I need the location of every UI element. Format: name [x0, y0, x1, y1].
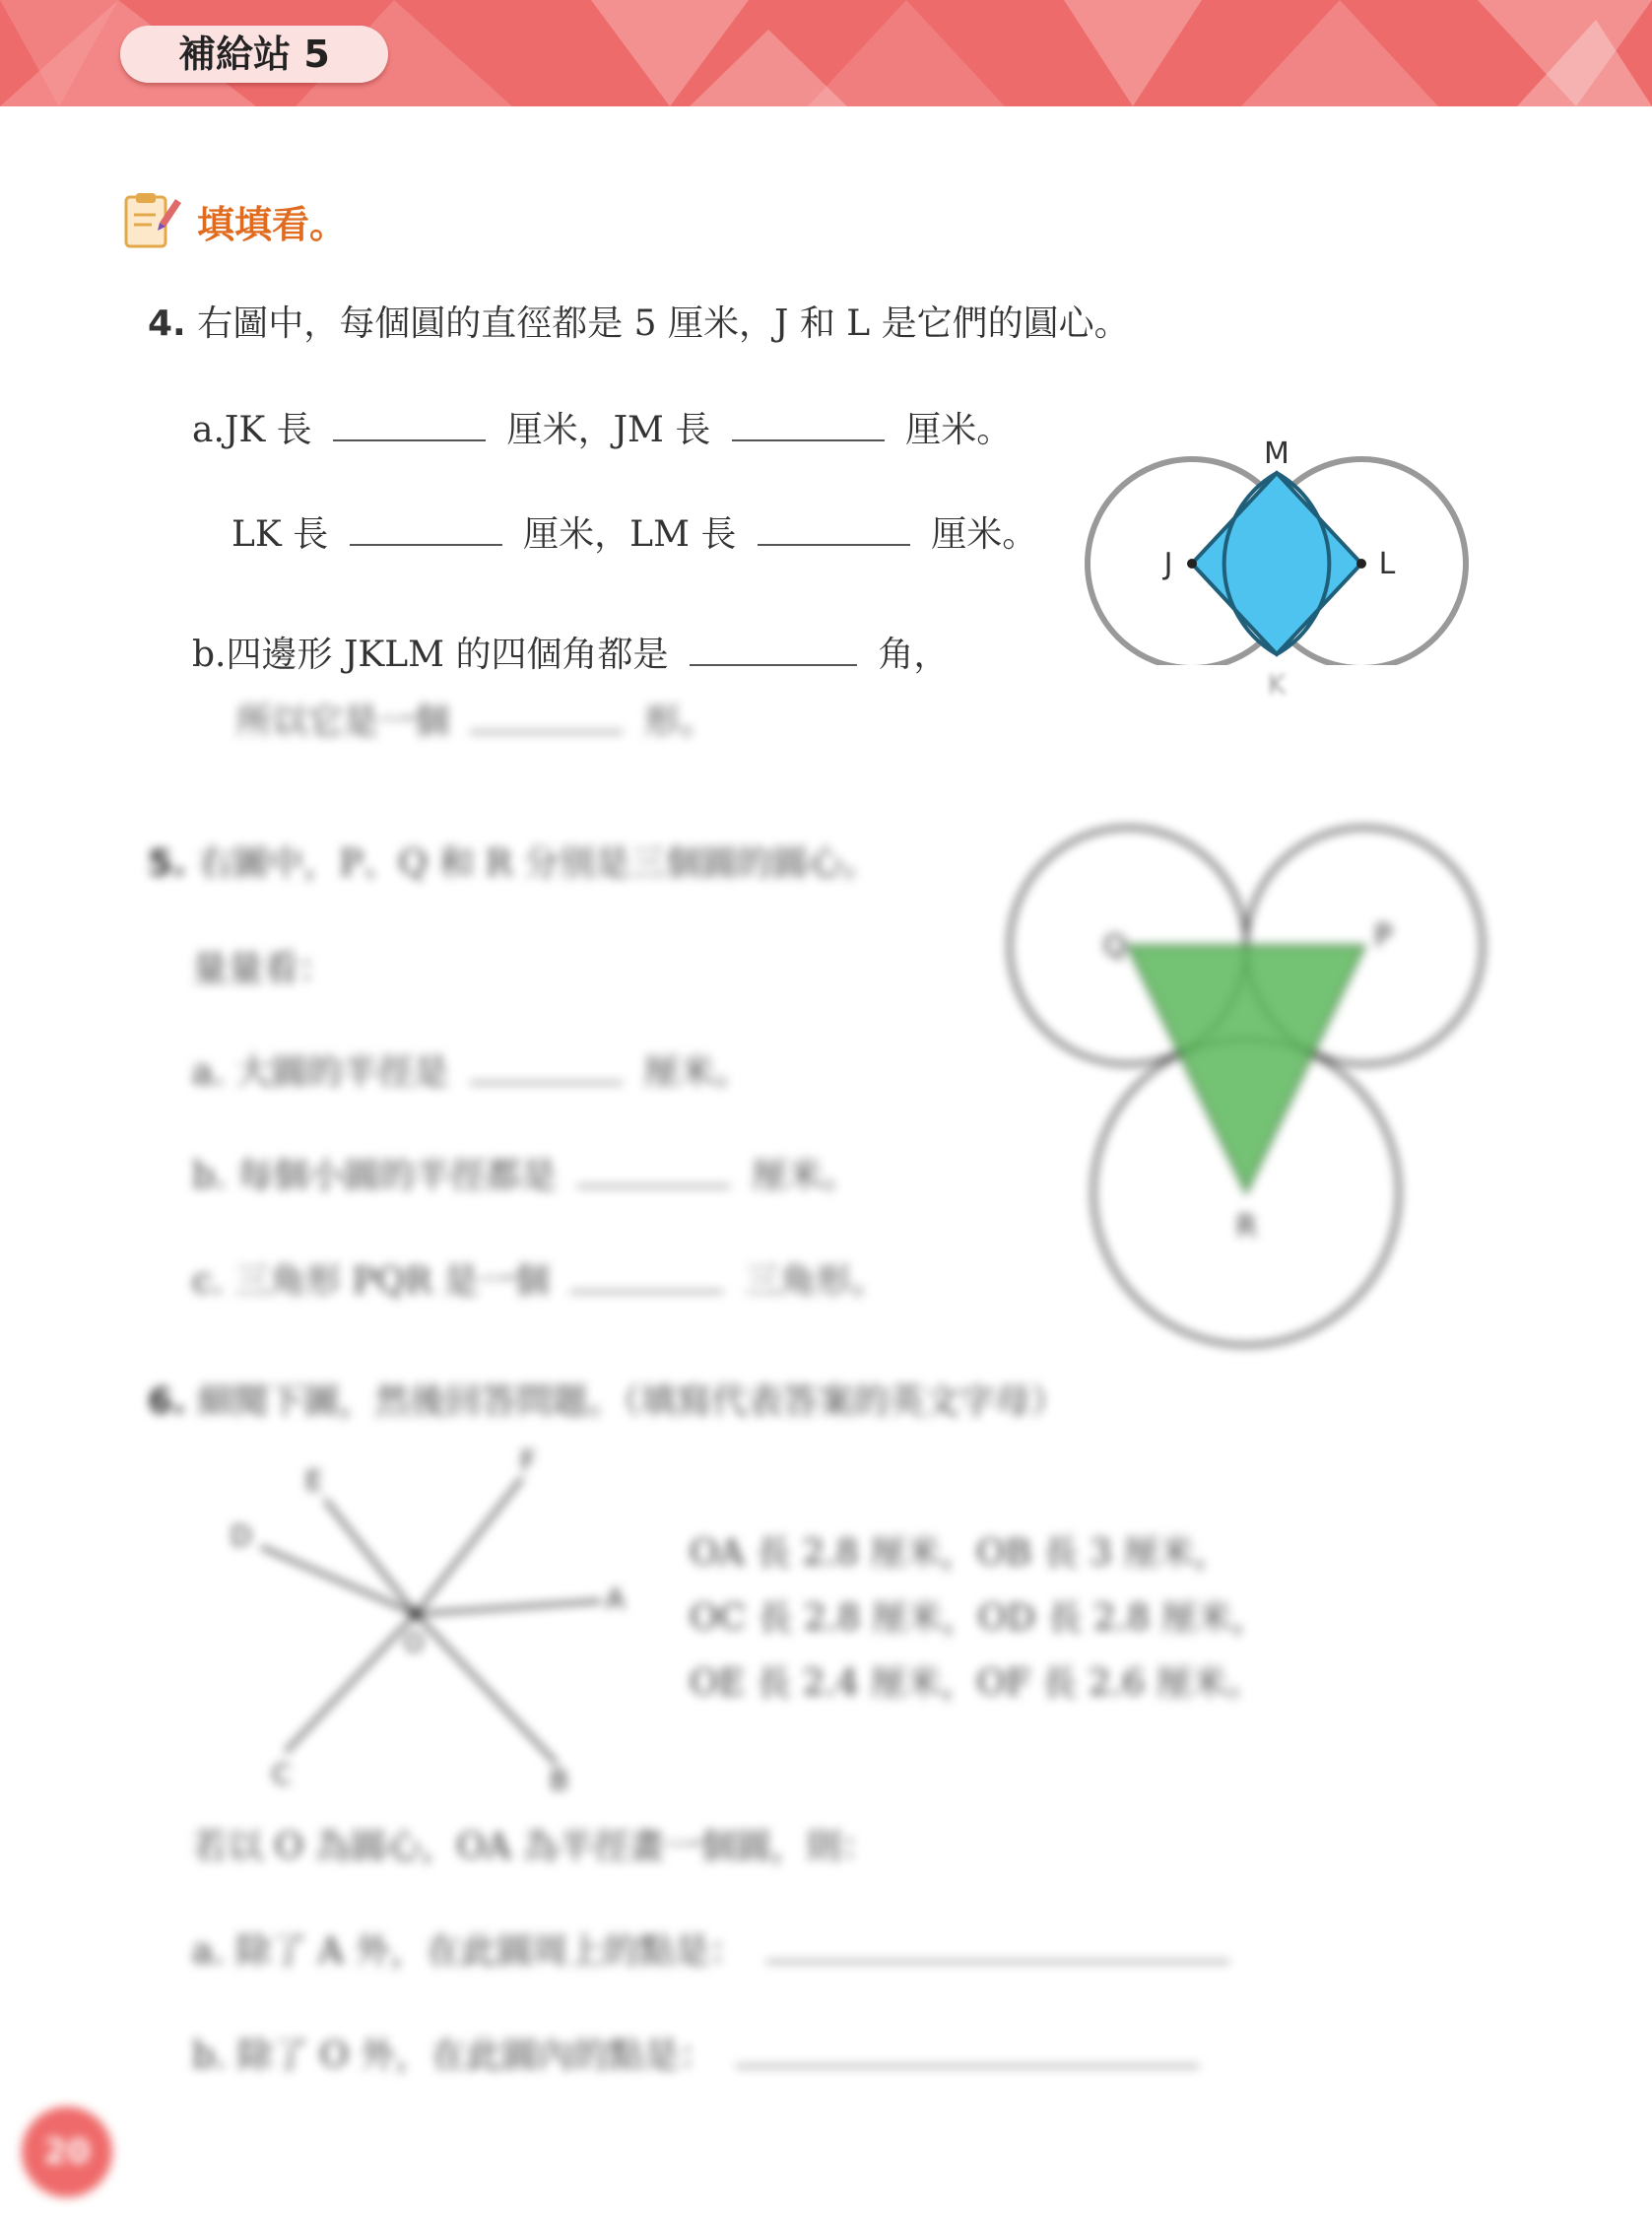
point-j: [1187, 559, 1197, 569]
q6-figure: [207, 1439, 650, 1803]
label-b: B: [550, 1764, 569, 1796]
answer-blank-inside-circle[interactable]: [736, 2036, 1199, 2067]
q5-sub: 量量看：: [192, 949, 335, 989]
label-r: R: [1236, 1210, 1257, 1244]
triangle-pqr: [1128, 946, 1364, 1192]
point-o: [410, 1608, 422, 1620]
label-c: C: [272, 1758, 292, 1790]
three-circles-triangle-diagram: [995, 818, 1507, 1370]
ray-ob: [416, 1614, 557, 1764]
label-p: P: [1374, 919, 1393, 954]
q5-c: c. 三角形 PQR 是一個 三角形。: [192, 1261, 887, 1302]
answer-blank-on-circle[interactable]: [766, 1931, 1229, 1963]
q5-b: b. 每個小圓的半徑都是 厘米。: [192, 1156, 858, 1196]
point-l: [1356, 559, 1366, 569]
two-circles-rhombus-diagram: [1054, 414, 1497, 700]
label-d: D: [231, 1519, 252, 1552]
q4-b-line2: 所以它是一個 形。: [236, 702, 715, 742]
label-q: Q: [1103, 929, 1127, 964]
label-e: E: [305, 1464, 323, 1497]
section-title: 填填看。: [197, 202, 348, 246]
page-number: 20: [22, 2107, 112, 2197]
section-heading: [120, 185, 347, 256]
answer-blank-jk[interactable]: [333, 410, 486, 441]
q4-figure: [1054, 414, 1497, 700]
answer-blank-shape[interactable]: [470, 702, 623, 733]
q4-a-line2: LK 長 厘米，LM 長 厘米。: [231, 514, 1038, 555]
clipboard-pencil-icon: [120, 189, 183, 252]
rhombus-jklm: [1192, 473, 1361, 654]
answer-blank-angle[interactable]: [690, 635, 857, 666]
answer-blank-small-radius[interactable]: [577, 1156, 730, 1187]
answer-blank-big-radius[interactable]: [470, 1052, 623, 1084]
q6-b: b. 除了 O 外，在此圓內的點是：: [192, 2028, 1209, 2078]
q6-info-1: OA 長 2.8 厘米，OB 長 3 厘米，: [690, 1533, 1230, 1574]
ray-od: [261, 1547, 416, 1614]
rays-from-o-diagram: [207, 1439, 650, 1803]
q5-figure: [995, 818, 1507, 1370]
q5-prompt: 5. 右圖中，P、Q 和 R 分別是三個圓的圓心。: [148, 843, 879, 884]
answer-blank-lm[interactable]: [758, 514, 910, 546]
q6-a: a. 除了 A 外，在此圓周上的點是：: [192, 1923, 1239, 1974]
label-k: K: [1267, 668, 1287, 700]
label-a: A: [606, 1582, 626, 1615]
ray-oa: [416, 1601, 601, 1614]
ray-oe: [325, 1500, 416, 1614]
label-f: F: [520, 1445, 537, 1477]
q4-b-line1: b.四邊形 JKLM 的四個角都是 角，: [192, 635, 950, 675]
label-l: L: [1378, 547, 1396, 581]
q6-intro: 若以 O 為圓心，OA 為半徑畫一個圓，則：: [192, 1827, 878, 1867]
header-banner: [0, 0, 1652, 106]
label-o: O: [404, 1629, 425, 1658]
answer-blank-jm[interactable]: [732, 410, 885, 441]
q4-prompt: 4. 右圖中，每個圓的直徑都是 5 厘米，J 和 L 是它們的圓心。: [148, 303, 1130, 344]
q5-a: a. 大圓的半徑是 厘米。: [192, 1052, 751, 1093]
ray-of: [416, 1478, 522, 1614]
page-title: 補給站 5: [120, 26, 388, 83]
q6-info-3: OE 長 2.4 厘米，OF 長 2.6 厘米。: [690, 1663, 1263, 1704]
q6-info-2: OC 長 2.8 厘米，OD 長 2.8 厘米，: [690, 1598, 1268, 1639]
answer-blank-triangle-type[interactable]: [570, 1261, 723, 1293]
q4-a-line1: a.JK 長 厘米，JM 長 厘米。: [192, 410, 1013, 450]
label-m: M: [1264, 437, 1289, 471]
q6-prompt: 6. 細閱下圖，然後回答問題。（填寫代表答案的英文字母）: [148, 1381, 1067, 1422]
ray-oc: [286, 1614, 416, 1752]
answer-blank-lk[interactable]: [350, 514, 502, 546]
label-j: J: [1163, 547, 1173, 581]
